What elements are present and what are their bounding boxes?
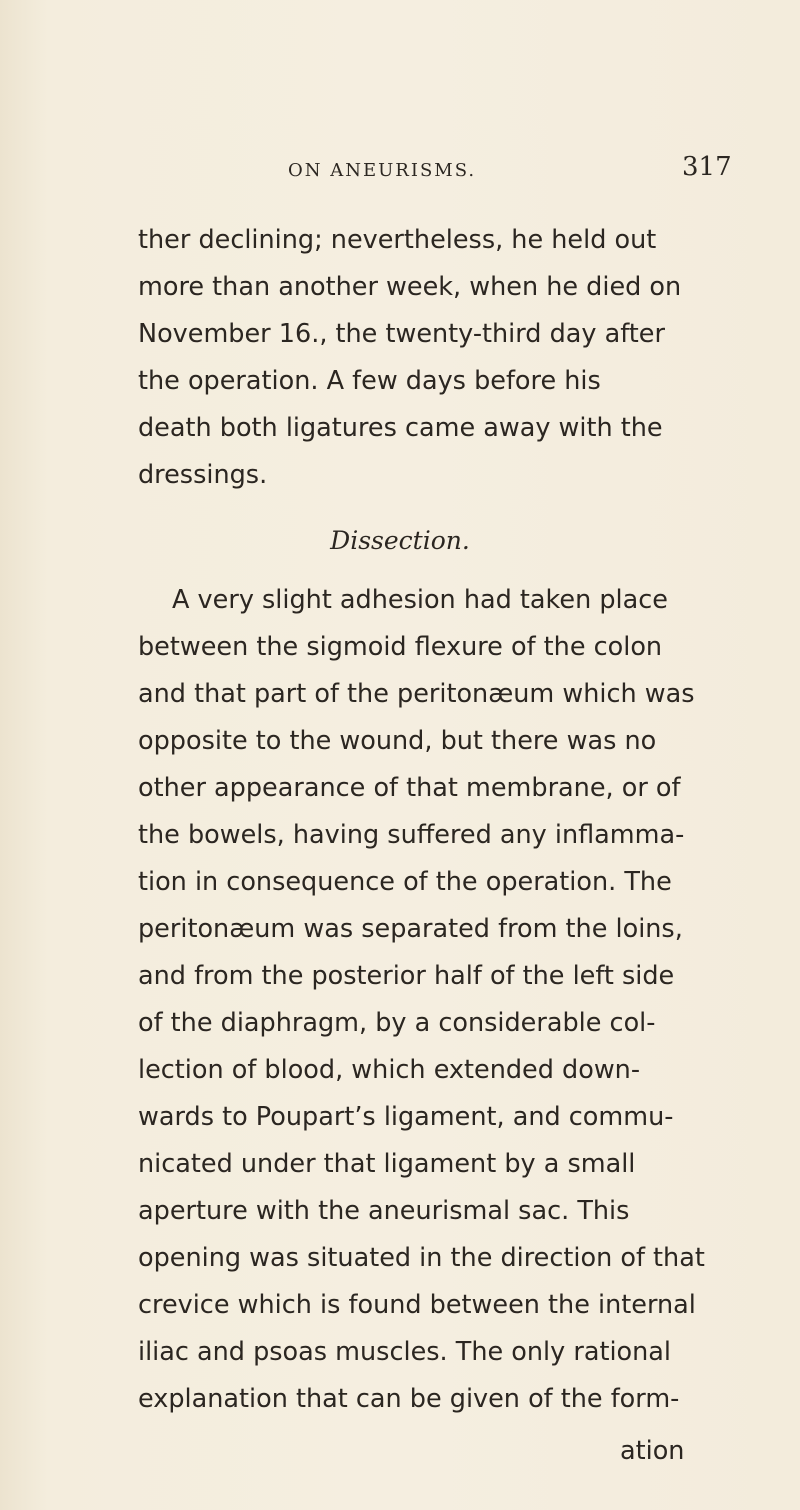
- section-heading: Dissection.: [330, 526, 470, 555]
- text-line: tion in consequence of the operation. The: [138, 867, 672, 897]
- catchword: ation: [620, 1436, 685, 1466]
- text-line: of the diaphragm, by a considerable col-: [138, 1008, 656, 1038]
- text-line: iliac and psoas muscles. The only rational: [138, 1337, 671, 1367]
- text-line: the operation. A few days before his: [138, 366, 601, 396]
- text-line: crevice which is found between the internal: [138, 1290, 696, 1320]
- text-line: between the sigmoid flexure of the colon: [138, 632, 663, 662]
- text-line: explanation that can be given of the form-: [138, 1384, 680, 1414]
- text-line: death both ligatures came away with the: [138, 413, 663, 443]
- text-line: more than another week, when he died on: [138, 272, 682, 302]
- text-line: and from the posterior half of the left side: [138, 961, 675, 991]
- text-line: November 16., the twenty-third day after: [138, 319, 665, 349]
- text-line: opening was situated in the direction of that: [138, 1243, 705, 1273]
- running-title: ON ANEURISMS.: [288, 160, 477, 181]
- text-line: peritonæum was separated from the loins,: [138, 914, 683, 944]
- running-head: [0, 152, 800, 190]
- text-line: A very slight adhesion had taken place: [172, 585, 668, 615]
- text-line: aperture with the aneurismal sac. This: [138, 1196, 630, 1226]
- text-line: and that part of the peritonæum which was: [138, 679, 695, 709]
- page-number: 317: [682, 152, 732, 182]
- text-line: other appearance of that membrane, or of: [138, 773, 681, 803]
- text-line: the bowels, having suffered any inflamma-: [138, 820, 685, 850]
- text-line: nicated under that ligament by a small: [138, 1149, 636, 1179]
- text-line: ther declining; nevertheless, he held out: [138, 225, 657, 255]
- text-line: lection of blood, which extended down-: [138, 1055, 641, 1085]
- text-line: wards to Poupart’s ligament, and commu-: [138, 1102, 674, 1132]
- text-line: dressings.: [138, 460, 268, 490]
- text-line: opposite to the wound, but there was no: [138, 726, 657, 756]
